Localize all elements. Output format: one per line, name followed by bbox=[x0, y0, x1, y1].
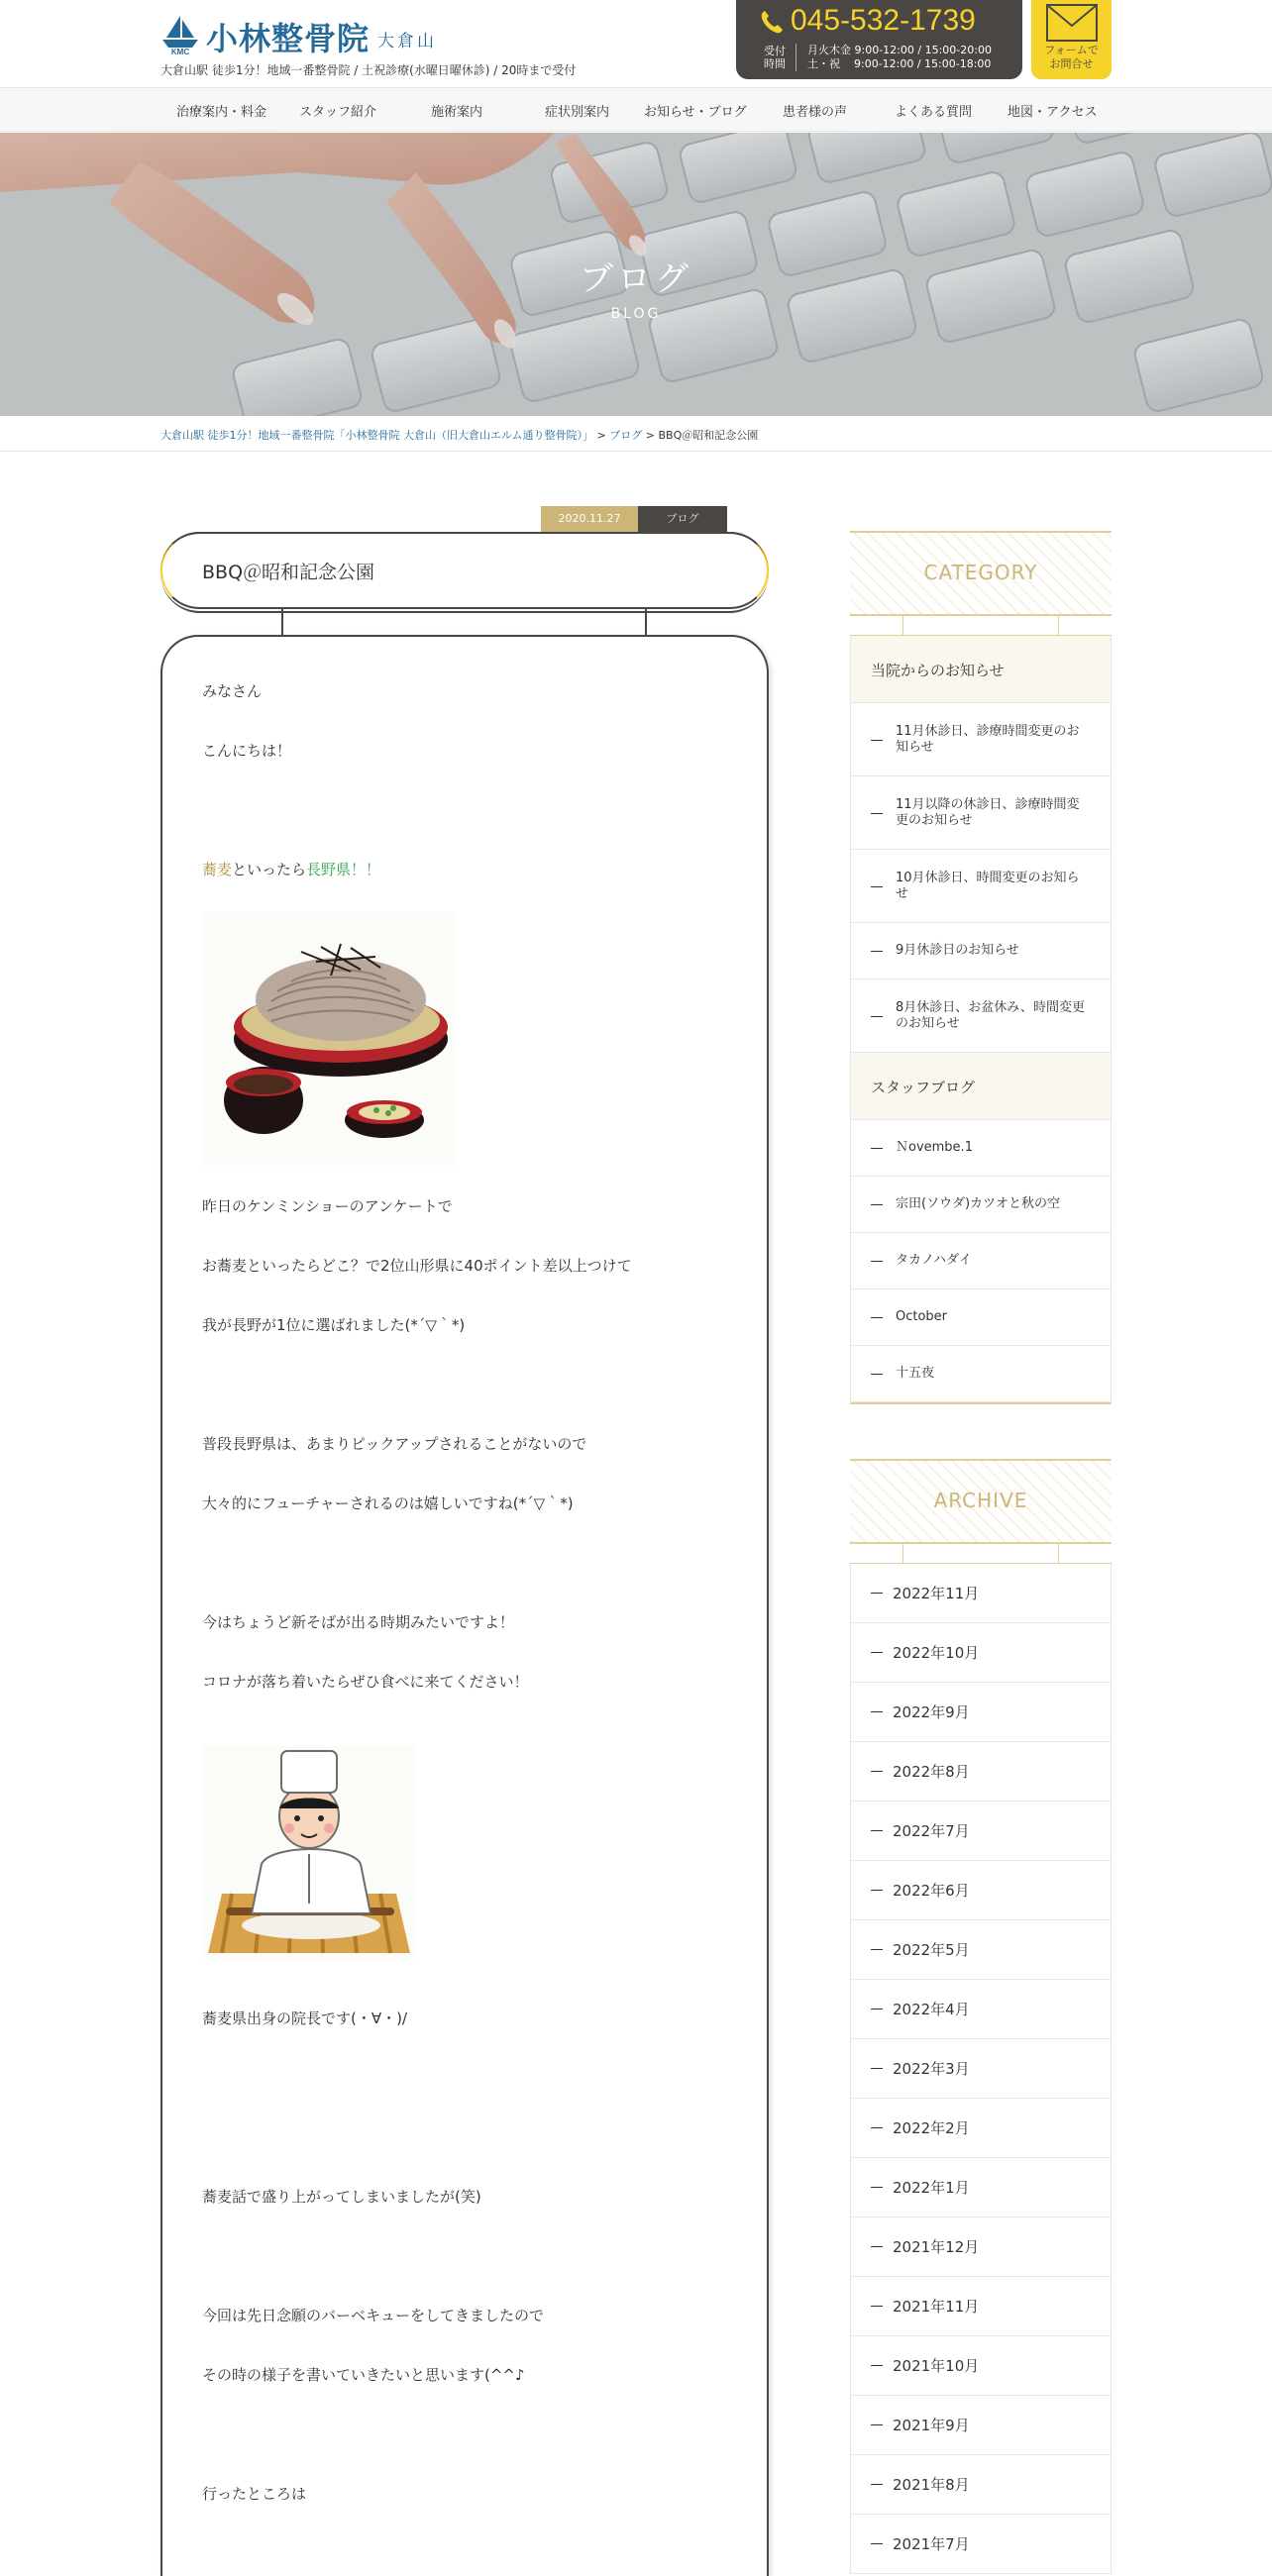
divider bbox=[850, 616, 1112, 636]
nav-access[interactable]: 地図・アクセス bbox=[1007, 105, 1098, 120]
paragraph: 普段長野県は、あまりピックアップされることがないので bbox=[202, 1435, 587, 1453]
paragraph: 行ったところは bbox=[202, 2485, 307, 2503]
text: といったら bbox=[232, 861, 307, 878]
divider bbox=[850, 1544, 1112, 1564]
category-post-link[interactable]: 9月休診日のお知らせ bbox=[851, 923, 1111, 979]
category-group-staff-blog[interactable]: スタッフブログ bbox=[851, 1053, 1111, 1120]
breadcrumb-sep: > bbox=[642, 429, 659, 442]
nav-news-blog[interactable]: お知らせ・ブログ bbox=[644, 105, 747, 120]
archive-link[interactable]: 2021年11月 bbox=[851, 2277, 1111, 2336]
archive-link[interactable]: 2022年1月 bbox=[851, 2158, 1111, 2217]
paragraph: 大々的にフューチャーされるのは嬉しいですね(*´▽｀*) bbox=[202, 1494, 574, 1512]
post-date: 2020.11.27 bbox=[541, 506, 638, 532]
page-hero bbox=[0, 133, 1272, 416]
nav-symptoms[interactable]: 症状別案内 bbox=[545, 105, 610, 120]
nav-treatment-guide[interactable]: 施術案内 bbox=[431, 105, 483, 120]
category-post-link[interactable]: Ｎovembe.1 bbox=[851, 1120, 1111, 1177]
category-post-link[interactable]: 十五夜 bbox=[851, 1346, 1111, 1402]
nav-treatment-fees[interactable]: 治療案内・料金 bbox=[176, 105, 267, 120]
hero-subtitle: BLOG bbox=[610, 306, 662, 322]
mail-label-1: フォームで bbox=[1044, 44, 1099, 56]
category-post-link[interactable]: 11月以降の休診日、診療時間変更のお知らせ bbox=[851, 776, 1111, 850]
archive-link[interactable]: 2022年7月 bbox=[851, 1802, 1111, 1861]
paragraph: 蕎麦話で盛り上がってしまいましたが(笑) bbox=[202, 2188, 481, 2206]
category-post-link[interactable]: 11月休診日、診療時間変更のお知らせ bbox=[851, 703, 1111, 776]
nav-patient-voices[interactable]: 患者様の声 bbox=[783, 105, 848, 120]
archive-link[interactable]: 2022年9月 bbox=[851, 1683, 1111, 1742]
archive-link[interactable]: 2022年6月 bbox=[851, 1861, 1111, 1920]
category-post-link[interactable]: October bbox=[851, 1289, 1111, 1346]
contact-form-button[interactable] bbox=[1031, 0, 1112, 79]
divider bbox=[281, 609, 283, 635]
phone-icon bbox=[760, 9, 784, 39]
phone-number: 045-532-1739 bbox=[791, 4, 976, 37]
soba-illustration bbox=[202, 912, 456, 1166]
archive-list bbox=[850, 1564, 1112, 2574]
category-group-notices[interactable]: 当院からのお知らせ bbox=[851, 636, 1111, 703]
paragraph: こんにちは！ bbox=[202, 742, 292, 760]
divider bbox=[645, 609, 647, 635]
paragraph: その時の様子を書いていきたいと思います(^^♪ bbox=[202, 2366, 525, 2384]
global-nav bbox=[0, 87, 1272, 132]
category-post-link[interactable]: 宗田(ソウダ)カツオと秋の空 bbox=[851, 1177, 1111, 1233]
category-heading: CATEGORY bbox=[923, 561, 1038, 584]
nav-faq[interactable]: よくある質問 bbox=[895, 105, 973, 120]
breadcrumb-sep: > bbox=[593, 429, 610, 442]
archive-link[interactable]: 2021年12月 bbox=[851, 2217, 1111, 2277]
post-title-box bbox=[160, 532, 769, 609]
archive-link[interactable]: 2022年10月 bbox=[851, 1623, 1111, 1683]
logo-title: 小林整骨院 bbox=[206, 20, 371, 57]
site-logo[interactable] bbox=[160, 12, 437, 55]
business-hours: 月火木金 9:00-12:00 / 15:00-20:00 土・祝 9:00-12:00 / 15:00-18:00 bbox=[807, 44, 992, 70]
phone-contact-box[interactable] bbox=[736, 0, 1022, 79]
archive-heading-box bbox=[850, 1459, 1112, 1544]
archive-link[interactable]: 2021年9月 bbox=[851, 2396, 1111, 2455]
divider bbox=[795, 44, 796, 71]
paragraph: コロナが落ち着いたらぜひ食べに来てください！ bbox=[202, 1673, 529, 1691]
category-list bbox=[850, 636, 1112, 1404]
logo-subtitle: 大倉山 bbox=[377, 32, 438, 52]
archive-link[interactable]: 2022年2月 bbox=[851, 2099, 1111, 2158]
archive-link[interactable]: 2022年5月 bbox=[851, 1920, 1111, 1980]
hero-title: ブログ bbox=[580, 259, 692, 299]
site-header bbox=[0, 0, 1272, 87]
archive-link[interactable]: 2022年4月 bbox=[851, 1980, 1111, 2039]
logo-mark-text: KMC bbox=[170, 48, 190, 55]
archive-link[interactable]: 2022年8月 bbox=[851, 1742, 1111, 1802]
highlight-text: 長野県！！ bbox=[306, 861, 381, 878]
post-body bbox=[160, 635, 769, 2576]
header-tagline: 大倉山駅 徒歩1分！地域一番整骨院 / 土祝診療(水曜日曜休診) / 20時まで受付 bbox=[160, 63, 577, 77]
highlight-text: 蕎麦 bbox=[202, 861, 233, 878]
mail-icon bbox=[1046, 4, 1098, 46]
paragraph: 蕎麦県出身の院長です(・∀・)/ bbox=[202, 2009, 408, 2027]
paragraph: 今回は先日念願のバーベキューをしてきましたので bbox=[202, 2307, 545, 2324]
reception-label: 受付 時間 bbox=[764, 45, 786, 70]
soba-chef-illustration bbox=[202, 1745, 416, 1959]
breadcrumb-blog[interactable]: ブログ bbox=[609, 429, 643, 442]
category-post-link[interactable]: 8月休診日、お盆休み、時間変更のお知らせ bbox=[851, 979, 1111, 1053]
archive-link[interactable]: 2021年7月 bbox=[851, 2515, 1111, 2574]
breadcrumb-home[interactable]: 大倉山駅 徒歩1分！地域一番整骨院「小林整骨院 大倉山（旧大倉山エルム通り整骨院）」 bbox=[160, 429, 594, 442]
mail-label-2: お問合せ bbox=[1049, 57, 1094, 70]
paragraph: 我が長野が1位に選ばれました(*´▽｀*) bbox=[202, 1316, 466, 1334]
archive-link[interactable]: 2021年8月 bbox=[851, 2455, 1111, 2515]
archive-link[interactable]: 2021年10月 bbox=[851, 2336, 1111, 2396]
paragraph: 今はちょうど新そばが出る時期みたいですよ！ bbox=[202, 1613, 515, 1631]
category-post-link[interactable]: 10月休診日、時間変更のお知らせ bbox=[851, 850, 1111, 923]
post-title: BBQ＠昭和記念公園 bbox=[202, 562, 375, 583]
paragraph: お蕎麦といったらどこ？で2位山形県に40ポイント差以上つけて bbox=[202, 1257, 632, 1275]
post-category-badge[interactable]: ブログ bbox=[638, 506, 727, 532]
archive-heading: ARCHIVE bbox=[933, 1489, 1028, 1512]
breadcrumb-current: BBQ＠昭和記念公園 bbox=[658, 429, 759, 442]
paragraph: 昨日のケンミンショーのアンケートで bbox=[202, 1197, 453, 1215]
nav-staff[interactable]: スタッフ紹介 bbox=[299, 105, 377, 120]
category-post-link[interactable]: タカノハダイ bbox=[851, 1233, 1111, 1289]
category-heading-box bbox=[850, 531, 1112, 616]
breadcrumb bbox=[0, 416, 1272, 452]
archive-link[interactable]: 2022年11月 bbox=[851, 1564, 1111, 1623]
paragraph bbox=[202, 859, 380, 879]
paragraph: みなさん bbox=[202, 682, 263, 700]
archive-link[interactable]: 2022年3月 bbox=[851, 2039, 1111, 2099]
ship-logo-icon bbox=[160, 12, 200, 55]
